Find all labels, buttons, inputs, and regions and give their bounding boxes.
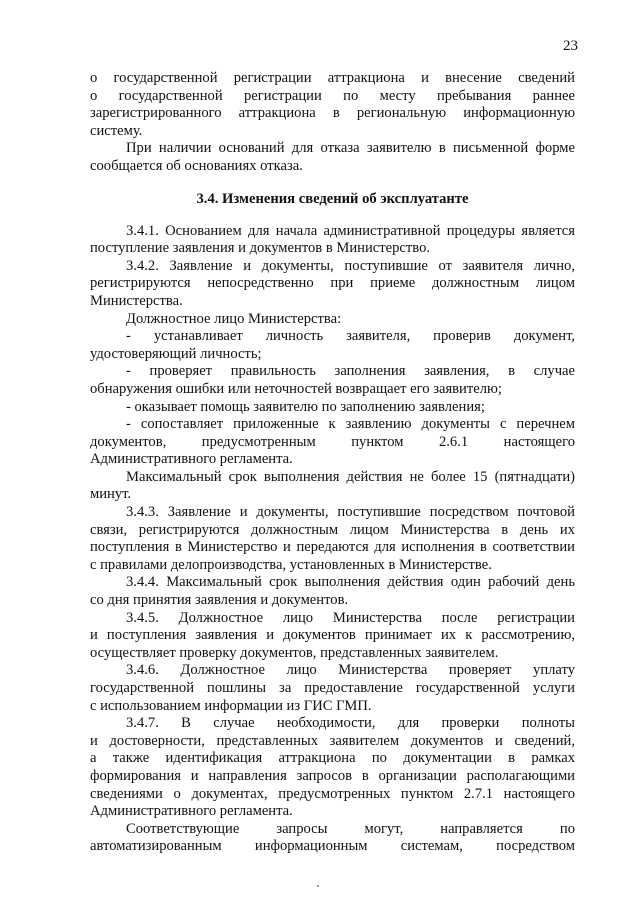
paragraph-3-4-1 xyxy=(90,223,575,258)
text-line: с использованием информации из ГИС ГМП. xyxy=(90,697,372,714)
text-line: 3.4.2. Заявление и документы, поступившие от заявителя лично, xyxy=(126,257,575,274)
text-line: со дня принятия заявления и документов. xyxy=(90,592,349,609)
text-line: государственной пошлины за предоставление государственной услуги xyxy=(90,680,575,696)
text-line: Соответствующие запросы могут, направляется по xyxy=(126,820,575,837)
text-line: обнаружения ошибки или неточностей возвращает его заявителю; xyxy=(90,380,502,397)
max-term-paragraph xyxy=(90,469,575,504)
text-line: Министерства. xyxy=(90,292,183,309)
text-line: систему. xyxy=(90,122,143,139)
bullet-check-form xyxy=(90,363,575,398)
text-line: минут. xyxy=(90,486,132,503)
text-line: 3.4.1. Основанием для начала административной процедуры является xyxy=(126,222,575,239)
document-body xyxy=(90,70,575,856)
text-line: сообщается об основаниях отказа. xyxy=(90,157,303,174)
text-line: о государственной регистрации аттракциона и внесение сведений xyxy=(90,70,575,86)
text-line: сведениями о документах, предусмотренных пунктом 2.7.1 настоящего xyxy=(90,785,575,802)
text-line: и достоверности, представленных заявителем документов и сведений, xyxy=(90,732,575,749)
text-line: 3.4.3. Заявление и документы, поступившие посредством почтовой xyxy=(126,504,575,521)
paragraph-3-4-3 xyxy=(90,504,575,574)
paragraph-3-4-2 xyxy=(90,258,575,311)
text-line: документов, предусмотренным пунктом 2.6.1 настоящего xyxy=(90,433,575,450)
paragraph-3-4-4 xyxy=(90,574,575,609)
paragraph-3-4-6 xyxy=(90,662,575,715)
text-line: связи, регистрируются должностным лицом Министерства в день их xyxy=(90,521,575,538)
requests-paragraph xyxy=(90,821,575,856)
paragraph-3-4-7 xyxy=(90,715,575,821)
text-line: зарегистрированного аттракциона в региональную информационную xyxy=(90,105,575,122)
text-line: - устанавливает личность заявителя, проверив документ, xyxy=(126,328,575,345)
refusal-paragraph xyxy=(90,140,575,175)
text-line: При наличии оснований для отказа заявителю в письменной форме xyxy=(126,140,575,157)
text-line: и поступления заявления и документов принимает их к рассмотрению, xyxy=(90,627,575,644)
text-line: формирования и направления запросов в организации располагающими xyxy=(90,767,575,784)
text-line: 3.4.5. Должностное лицо Министерства после регистрации xyxy=(126,609,575,626)
section-heading: 3.4. Изменения сведений об эксплуатанте xyxy=(196,190,469,207)
text-line: Максимальный срок выполнения действия не более 15 (пятнадцати) xyxy=(126,468,575,485)
bullet-compare xyxy=(90,416,575,469)
text-line: 3.4.6. Должностное лицо Министерства проверяет уплату xyxy=(126,662,575,679)
text-line: с правилами делопроизводства, установленных в Министерстве. xyxy=(90,556,492,573)
page-number: 23 xyxy=(563,38,578,54)
text-line: Административного регламента. xyxy=(90,803,293,820)
text-line: автоматизированным информационным системам, посредством xyxy=(90,838,575,855)
text-line: о государственной регистрации по месту пребывания раннее xyxy=(90,87,575,104)
paragraph-3-4-5 xyxy=(90,610,575,663)
text-line: 3.4.7. В случае необходимости, для проверки полноты xyxy=(126,715,575,732)
scan-speck xyxy=(317,885,319,887)
text-line: регистрируются непосредственно при приеме должностным лицом xyxy=(90,275,575,292)
text-line: - проверяет правильность заполнения заявления, в случае xyxy=(126,363,575,380)
bullet-identity xyxy=(90,328,575,363)
text-line: поступление заявления и документов в Министерство. xyxy=(90,240,431,257)
text-line: 3.4.4. Максимальный срок выполнения действия один рабочий день xyxy=(126,574,575,591)
text-line: осуществляет проверку документов, представленных заявителем. xyxy=(90,644,499,661)
text-line: - сопоставляет приложенные к заявлению документы с перечнем xyxy=(126,416,575,433)
text-line: удостоверяющий личность; xyxy=(90,345,262,362)
intro-paragraph xyxy=(90,70,575,140)
text-line: поступления в Министерство и передаются для исполнения в соответствии xyxy=(90,539,575,556)
official-intro: Должностное лицо Министерства: xyxy=(126,310,342,327)
text-line: а также идентификация аттракциона по документации в рамках xyxy=(90,750,575,767)
text-line: Административного регламента. xyxy=(90,451,293,468)
bullet-help: - оказывает помощь заявителю по заполнению заявления; xyxy=(126,398,485,415)
